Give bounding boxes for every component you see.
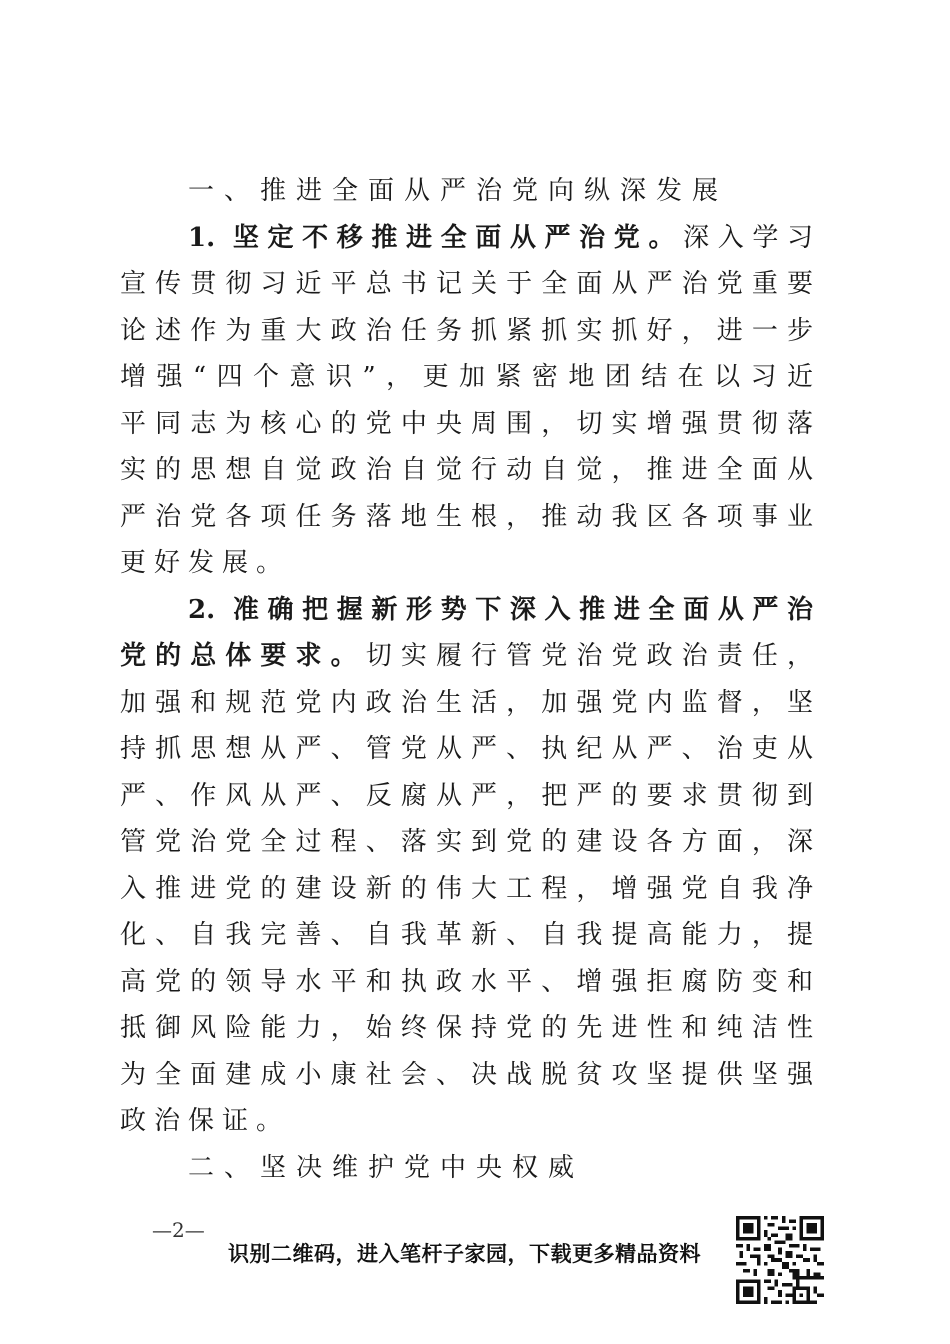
paragraph-1-line: 实的思想自觉政治自觉行动自觉，推进全面从	[120, 455, 813, 485]
paragraph-2-line: 加强和规范党内政治生活，加强党内监督，坚	[120, 687, 813, 718]
paragraph-1-line-1	[120, 215, 813, 262]
paragraph-2-line: 政治保证。	[120, 1106, 291, 1136]
paragraph-1-line: 更好发展。	[120, 548, 291, 578]
paragraph-2-line: 严、作风从严、反腐从严，把严的要求贯彻到	[120, 780, 813, 811]
paragraph-2-line: 管党治党全过程、落实到党的建设各方面，深	[120, 827, 813, 857]
paragraph-2-line: 抵御风险能力，始终保持党的先进性和纯洁性	[120, 1013, 813, 1043]
paragraph-1-lead: 1. 坚定不移推进全面从严治党。	[188, 222, 684, 253]
paragraph-1-line: 平同志为核心的党中央周围，切实增强贯彻落	[120, 408, 813, 439]
page-number: —2—	[152, 1218, 205, 1242]
paragraph-2-line: 为全面建成小康社会、决战脱贫攻坚提供坚强	[120, 1059, 813, 1090]
document-body	[120, 168, 813, 1191]
paragraph-2-text: 切实履行管党治党政治责任，	[365, 641, 813, 671]
paragraph-2-line: 持抓思想从严、管党从严、执纪从严、治吏从	[120, 734, 813, 764]
paragraph-2-line: 高党的领导水平和执政水平、增强拒腐防变和	[120, 966, 813, 997]
paragraph-2-line-2	[120, 633, 813, 680]
qr-promo-text: 识别二维码，进入笔杆子家园，下载更多精品资料	[228, 1241, 701, 1266]
paragraph-1-text: 深入学习	[683, 222, 813, 253]
paragraph-1-line: 增强“四个意识”，更加紧密地团结在以习近	[120, 362, 813, 392]
paragraph-2-line: 入推进党的建设新的伟大工程，增强党自我净	[120, 873, 813, 904]
section-heading-1: 一、推进全面从严治党向纵深发展	[188, 176, 729, 206]
paragraph-2-lead: 党的总体要求。	[120, 641, 366, 671]
paragraph-1-line: 严治党各项任务落地生根，推动我区各项事业	[120, 501, 813, 532]
section-heading-2: 二、坚决维护党中央权威	[188, 1152, 585, 1183]
paragraph-2-line: 化、自我完善、自我革新、自我提高能力，提	[120, 920, 813, 950]
paragraph-1-line: 宣传贯彻习近平总书记关于全面从严治党重要	[120, 269, 813, 299]
qr-code-icon[interactable]	[736, 1216, 824, 1304]
paragraph-1-line: 论述作为重大政治任务抓紧抓实抓好，进一步	[120, 315, 813, 346]
paragraph-2-lead-line: 2. 准确把握新形势下深入推进全面从严治	[188, 594, 813, 625]
